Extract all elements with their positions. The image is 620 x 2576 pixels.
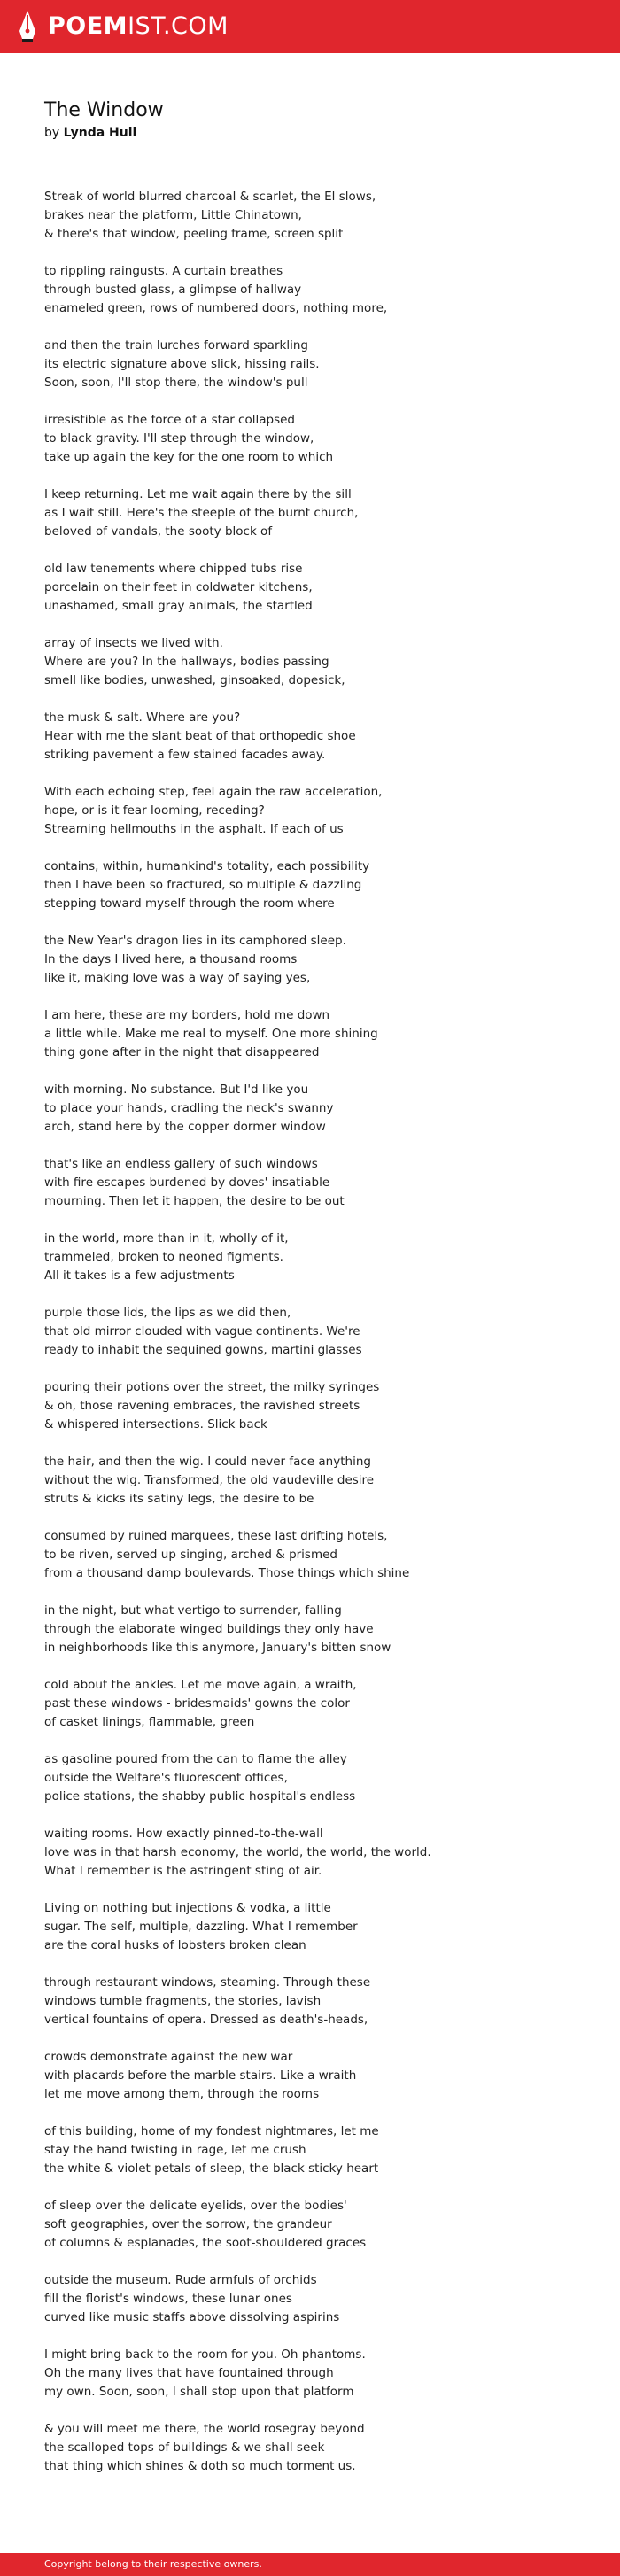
poem-line: in the world, more than in it, wholly of it,	[44, 1231, 289, 1245]
poem-line: without the wig. Transformed, the old vaudeville desire	[44, 1473, 375, 1487]
poem-line: with placards before the marble stairs. Like a wraith	[44, 2068, 357, 2083]
copyright-text: Copyright belong to their respective owners.	[44, 2558, 262, 2570]
poem-stanza	[44, 2271, 593, 2327]
poem-line: through restaurant windows, steaming. Through these	[44, 1975, 371, 1990]
poem-stanza	[44, 1974, 593, 2029]
poem-line: in neighborhoods like this anymore, January's bitten snow	[44, 1641, 391, 1655]
poem-line: With each echoing step, feel again the raw acceleration,	[44, 785, 383, 799]
poem-line: of this building, home of my fondest nightmares, let me	[44, 2124, 379, 2138]
poem-line: let me move among them, through the rooms	[44, 2087, 320, 2101]
poem-stanza	[44, 411, 593, 467]
poem-line: hope, or is it fear looming, receding?	[44, 803, 265, 818]
poem-stanza	[44, 1527, 593, 1583]
poem-line: of sleep over the delicate eyelids, over the bodies'	[44, 2199, 347, 2213]
poem-line: stay the hand twisting in rage, let me crush	[44, 2143, 306, 2157]
brand-wordmark-strong: POEM	[48, 12, 128, 40]
poem-line: soft geographies, over the sorrow, the grandeur	[44, 2217, 332, 2231]
poem-stanza	[44, 2122, 593, 2178]
poem-line: to black gravity. I'll step through the window,	[44, 431, 314, 446]
pen-nib-icon	[18, 10, 37, 43]
poem-line: enameled green, rows of numbered doors, nothing more,	[44, 301, 388, 315]
poem-stanza	[44, 2346, 593, 2401]
poem-line: that's like an endless gallery of such windows	[44, 1157, 318, 1171]
poem-line: as gasoline poured from the can to flame the alley	[44, 1752, 347, 1766]
poem-line: smell like bodies, unwashed, ginsoaked, dopesick,	[44, 673, 345, 687]
poem-line: through busted glass, a glimpse of hallway	[44, 283, 302, 297]
poem-line: take up again the key for the one room to which	[44, 450, 334, 464]
poem-stanza	[44, 2048, 593, 2104]
poem-line: array of insects we lived with.	[44, 636, 223, 650]
poem-line: mourning. Then let it happen, the desire to be out	[44, 1194, 345, 1208]
poem-line: I keep returning. Let me wait again there by the sill	[44, 487, 352, 501]
poem-line: All it takes is a few adjustments—	[44, 1269, 247, 1283]
poem-line: trammeled, broken to neoned figments.	[44, 1250, 283, 1264]
poem-line: the musk & salt. Where are you?	[44, 710, 241, 725]
poem-line: irresistible as the force of a star collapsed	[44, 413, 295, 427]
poem-line: outside the museum. Rude armfuls of orchids	[44, 2273, 317, 2287]
poem-line: thing gone after in the night that disappeared	[44, 1045, 320, 1059]
poem-line: in the night, but what vertigo to surrender, falling	[44, 1603, 342, 1618]
poem-stanza	[44, 188, 593, 244]
poem-stanza	[44, 634, 593, 690]
poem-stanza	[44, 709, 593, 764]
poem-stanza	[44, 337, 593, 392]
poem-line: pouring their potions over the street, the milky syringes	[44, 1380, 380, 1394]
poem-stanza	[44, 560, 593, 616]
site-logo-link[interactable]	[18, 10, 229, 43]
poem-line: windows tumble fragments, the stories, lavish	[44, 1994, 322, 2008]
poem-stanza	[44, 1899, 593, 1955]
poem-line: Streaming hellmouths in the asphalt. If each of us	[44, 822, 344, 836]
poem-line: What I remember is the astringent sting of air.	[44, 1864, 322, 1878]
poem-stanza	[44, 485, 593, 541]
poem-line: like it, making love was a way of saying yes,	[44, 971, 311, 985]
poem-line: arch, stand here by the copper dormer window	[44, 1120, 326, 1134]
poem-line: love was in that harsh economy, the world, the world, the world.	[44, 1845, 431, 1859]
poem-line: fill the florist's windows, these lunar ones	[44, 2292, 292, 2306]
poem-stanza	[44, 857, 593, 913]
poem-stanza	[44, 1750, 593, 1806]
poem-stanza	[44, 1230, 593, 1285]
poem-line: old law tenements where chipped tubs rise	[44, 562, 303, 576]
poem-line: to rippling raingusts. A curtain breathes	[44, 264, 283, 278]
poem-line: purple those lids, the lips as we did then,	[44, 1306, 291, 1320]
poem-line: outside the Welfare's fluorescent offices,	[44, 1771, 288, 1785]
poem-line: brakes near the platform, Little Chinatown,	[44, 208, 302, 222]
poem-line: police stations, the shabby public hospital's endless	[44, 1789, 356, 1804]
poem-stanza	[44, 1378, 593, 1434]
poem-line: In the days I lived here, a thousand rooms	[44, 952, 298, 966]
poem-line: through the elaborate winged buildings they only have	[44, 1622, 374, 1636]
brand-wordmark-light: IST.COM	[128, 12, 229, 40]
poem-stanza	[44, 2420, 593, 2476]
poem-stanza	[44, 1155, 593, 1211]
poem-line: striking pavement a few stained facades away.	[44, 748, 326, 762]
poem-line: are the coral husks of lobsters broken clean	[44, 1938, 306, 1952]
poem-line: Living on nothing but injections & vodka, a little	[44, 1901, 331, 1915]
poem-line: the scalloped tops of buildings & we shall seek	[44, 2440, 325, 2455]
poem-body	[44, 188, 593, 2476]
poem-line: Oh the many lives that have fountained through	[44, 2366, 334, 2380]
poem-line: Soon, soon, I'll stop there, the window's pull	[44, 376, 308, 390]
poem-line: struts & kicks its satiny legs, the desire to be	[44, 1492, 314, 1506]
poem-line: with morning. No substance. But I'd like you	[44, 1082, 309, 1097]
poem-line: the New Year's dragon lies in its camphored sleep.	[44, 934, 346, 948]
poem-line: sugar. The self, multiple, dazzling. What I remember	[44, 1920, 358, 1934]
poem-line: stepping toward myself through the room where	[44, 896, 335, 911]
site-footer	[0, 2553, 620, 2576]
poem-stanza	[44, 1453, 593, 1509]
poem-line: with fire escapes burdened by doves' insatiable	[44, 1175, 330, 1190]
poem-line: the hair, and then the wig. I could never face anything	[44, 1455, 371, 1469]
poem-line: from a thousand damp boulevards. Those things which shine	[44, 1566, 410, 1580]
poem-line: consumed by ruined marquees, these last drifting hotels,	[44, 1529, 388, 1543]
brand-wordmark	[48, 10, 229, 43]
poem-line: beloved of vandals, the sooty block of	[44, 524, 273, 539]
poem-line: then I have been so fractured, so multiple & dazzling	[44, 878, 362, 892]
poem-line: to place your hands, cradling the neck's swanny	[44, 1101, 334, 1115]
poem-line: that old mirror clouded with vague continents. We're	[44, 1324, 360, 1338]
poem-line: a little while. Make me real to myself. One more shining	[44, 1027, 378, 1041]
poem-stanza	[44, 932, 593, 988]
poem-line: porcelain on their feet in coldwater kitchens,	[44, 580, 313, 594]
poem-line: curved like music staffs above dissolving aspirins	[44, 2310, 340, 2324]
byline	[44, 124, 593, 142]
poem-stanza	[44, 1006, 593, 1062]
poem-line: cold about the ankles. Let me move again, a wraith,	[44, 1678, 357, 1692]
poem-stanza	[44, 1676, 593, 1732]
poem-line: its electric signature above slick, hissing rails.	[44, 357, 320, 371]
poem-title: The Window	[44, 99, 164, 121]
poem-line: as I wait still. Here's the steeple of the burnt church,	[44, 506, 359, 520]
poem-line: I might bring back to the room for you. Oh phantoms.	[44, 2347, 366, 2362]
poem-line: & whispered intersections. Slick back	[44, 1417, 267, 1432]
poem-line: of columns & esplanades, the soot-shouldered graces	[44, 2236, 367, 2250]
poem-line: that thing which shines & doth so much torment us.	[44, 2459, 356, 2473]
poem-stanza	[44, 1825, 593, 1881]
poem-line: crowds demonstrate against the new war	[44, 2050, 293, 2064]
poem-line: my own. Soon, soon, I shall stop upon that platform	[44, 2385, 354, 2399]
poem-line: contains, within, humankind's totality, each possibility	[44, 859, 370, 873]
poem-line: and then the train lurches forward sparkling	[44, 338, 308, 353]
poem-stanza	[44, 1081, 593, 1137]
poem-line: ready to inhabit the sequined gowns, martini glasses	[44, 1343, 362, 1357]
poem-line: vertical fountains of opera. Dressed as death's-heads,	[44, 2013, 368, 2027]
poem-article	[44, 97, 593, 2495]
poem-stanza	[44, 262, 593, 318]
poem-line: & there's that window, peeling frame, screen split	[44, 227, 344, 241]
author-link[interactable]: Lynda Hull	[63, 126, 137, 140]
poem-stanza	[44, 1304, 593, 1360]
poem-line: Where are you? In the hallways, bodies passing	[44, 655, 329, 669]
poem-line: past these windows - bridesmaids' gowns the color	[44, 1696, 350, 1711]
poem-line: & you will meet me there, the world rosegray beyond	[44, 2422, 365, 2436]
poem-line: & oh, those ravening embraces, the ravished streets	[44, 1399, 360, 1413]
poem-stanza	[44, 2197, 593, 2253]
poem-line: of casket linings, flammable, green	[44, 1715, 255, 1729]
poem-line: waiting rooms. How exactly pinned-to-the-wall	[44, 1827, 323, 1841]
site-header	[0, 0, 620, 53]
poem-line: Hear with me the slant beat of that orthopedic shoe	[44, 729, 356, 743]
poem-line: to be riven, served up singing, arched & prismed	[44, 1548, 337, 1562]
poem-stanza	[44, 783, 593, 839]
poem-stanza	[44, 1602, 593, 1657]
byline-label: by	[44, 126, 60, 140]
poem-line: Streak of world blurred charcoal & scarlet, the El slows,	[44, 190, 376, 204]
poem-line: the white & violet petals of sleep, the black sticky heart	[44, 2161, 379, 2176]
poem-line: I am here, these are my borders, hold me down	[44, 1008, 330, 1022]
poem-line: unashamed, small gray animals, the startled	[44, 599, 313, 613]
